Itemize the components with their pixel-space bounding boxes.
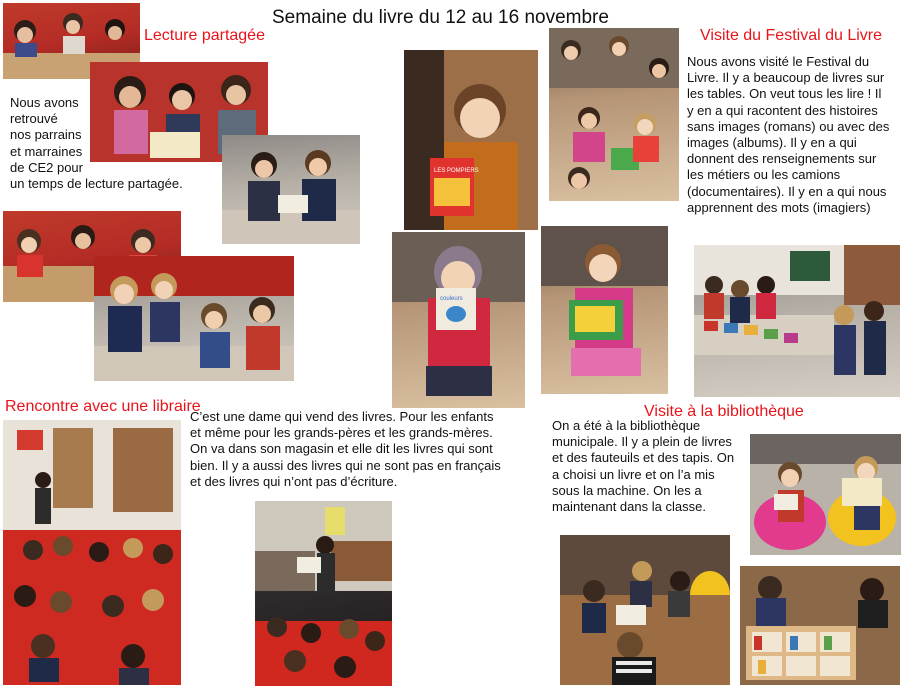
text-line: On a été à la bibliothèque <box>552 418 701 433</box>
heading-festival-du-livre: Visite du Festival du Livre <box>700 27 883 44</box>
text-line: les métiers ou les camions <box>687 167 841 183</box>
text-line: et des livres qui n’ont pas d’écriture. <box>190 473 398 489</box>
photo-illustration <box>560 535 730 685</box>
text-line: retrouvé <box>10 111 58 127</box>
photo-illustration <box>549 28 679 201</box>
photo-libraire-reading <box>255 501 392 686</box>
photo-illustration <box>694 245 900 397</box>
text-line: Livre. Il y a beaucoup de livres sur <box>687 70 885 86</box>
photo-illustration <box>255 501 392 686</box>
photo-child-book-pompiers <box>404 50 538 230</box>
photo-illustration <box>94 256 294 381</box>
text-line: Nous avons visité le Festival du <box>687 54 870 69</box>
text-visite-bibliotheque <box>552 418 752 515</box>
photo-illustration <box>740 566 900 685</box>
photo-child-book-couleurs <box>392 232 525 408</box>
text-festival-du-livre <box>687 54 917 216</box>
text-line: et marraines <box>10 143 83 159</box>
text-line: apprennent des mots (imagiers) <box>687 199 871 215</box>
text-line: municipale. Il y a plein de livres <box>552 434 732 450</box>
photo-festival-children-floor <box>549 28 679 201</box>
photo-illustration <box>750 434 901 555</box>
photo-illustration <box>222 135 360 244</box>
text-line: images (albums). Il y en a qui <box>687 135 857 151</box>
text-line: de CE2 pour <box>10 159 83 175</box>
text-line: et même pour les grands-pères et les grands-mères. <box>190 425 493 441</box>
photo-bibliotheque-armchairs <box>750 434 901 555</box>
text-line: maintenant dans la classe. <box>552 499 706 515</box>
text-line: donnent des renseignements sur <box>687 151 877 167</box>
photo-child-book-festival <box>541 226 668 394</box>
book-cover-label: couleurs <box>440 296 463 302</box>
photo-illustration <box>3 420 181 685</box>
text-line: sans images (romans) ou avec des <box>687 118 890 134</box>
photo-libraire-classroom <box>3 420 181 685</box>
text-line: On va dans son magasin et elle dit les livres qui sont <box>190 441 493 457</box>
book-cover-label: LES POMPIERS <box>434 168 479 174</box>
heading-visite-bibliotheque: Visite à la bibliothèque <box>644 403 804 420</box>
text-line: un temps de lecture partagée. <box>10 176 183 192</box>
photo-festival-book-tables <box>694 245 900 397</box>
text-line: C’est une dame qui vend des livres. Pour les enfants <box>190 409 494 424</box>
text-rencontre-libraire <box>190 409 520 490</box>
text-line: nos parrains <box>10 127 82 143</box>
heading-rencontre-libraire: Rencontre avec une libraire <box>5 398 201 415</box>
text-line: les tables. On veut tous les lire ! Il <box>687 86 882 102</box>
photo-illustration <box>392 232 525 408</box>
photo-lecture-partagee-4 <box>94 256 294 381</box>
text-line: et des fauteuils et des tapis. On <box>552 450 735 466</box>
text-line: y en a qui racontent des histoires <box>687 102 878 118</box>
page-title: Semaine du livre du 12 au 16 novembre <box>272 7 609 28</box>
text-line: sous la machine. On les a <box>552 482 702 498</box>
photo-lecture-partagee-2 <box>222 135 360 244</box>
text-line: a choisi un livre et on l’a mis <box>552 466 715 482</box>
heading-lecture-partagee: Lecture partagée <box>144 27 265 44</box>
text-line: bien. Il y a aussi des livres qui ne sont pas en français <box>190 457 501 473</box>
photo-bibliotheque-children <box>560 535 730 685</box>
text-line: (documentaires). Il y en a qui nous <box>687 183 887 199</box>
photo-illustration <box>541 226 668 394</box>
photo-illustration <box>404 50 538 230</box>
text-line: Nous avons <box>10 95 79 110</box>
photo-bibliotheque-bookbins <box>740 566 900 685</box>
